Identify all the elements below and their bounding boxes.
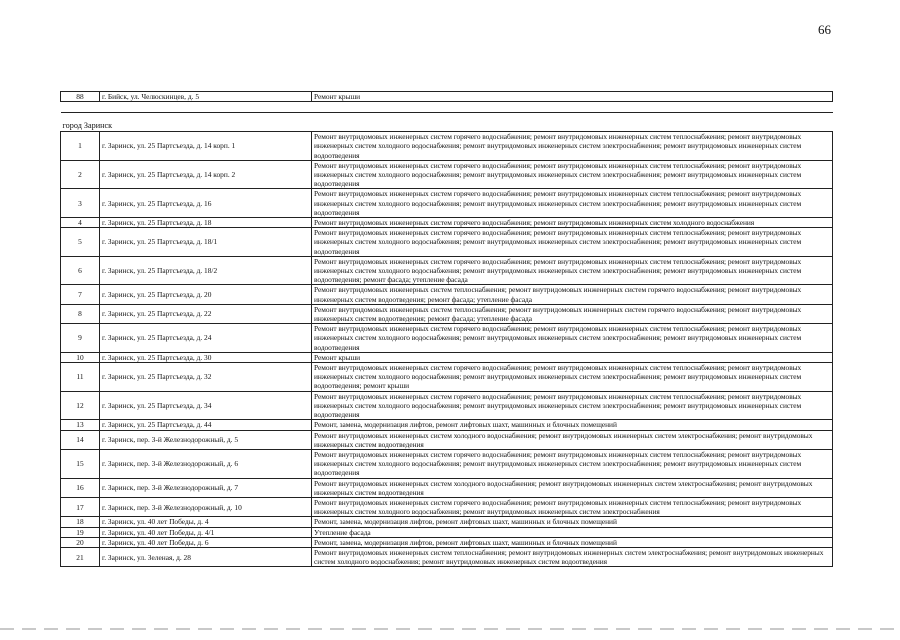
table-row <box>61 324 833 353</box>
row-number: 9 <box>61 324 100 353</box>
row-number: 5 <box>61 228 100 257</box>
table-row <box>61 285 833 304</box>
row-number: 88 <box>61 92 100 102</box>
row-number: 2 <box>61 160 100 189</box>
row-number: 21 <box>61 547 100 566</box>
table-row <box>61 430 833 449</box>
row-number: 18 <box>61 517 100 527</box>
row-number: 15 <box>61 449 100 478</box>
table-row <box>61 218 833 228</box>
row-number: 4 <box>61 218 100 228</box>
row-address: г. Заринск, ул. 25 Партсъезда, д. 30 <box>100 352 312 362</box>
section-header-group <box>61 102 833 132</box>
table-row <box>61 420 833 430</box>
row-works: Ремонт внутридомовых инженерных систем теплоснабжения; ремонт внутридомовых инженерных систем электроснабжения; ремонт внутридомовых инженерных систем холодного водоснабжения; ремонт внутридомовых инженерных систем водоотведения <box>312 547 833 566</box>
row-number: 20 <box>61 537 100 547</box>
table-row <box>61 537 833 547</box>
table-body-main <box>61 132 833 567</box>
row-works: Ремонт внутридомовых инженерных систем холодного водоснабжения; ремонт внутридомовых инженерных систем электроснабжения; ремонт внутридомовых инженерных систем водоотведения <box>312 478 833 497</box>
row-works: Ремонт, замена, модернизация лифтов, ремонт лифтовых шахт, машинных и блочных помещений <box>312 537 833 547</box>
row-number: 8 <box>61 304 100 323</box>
row-address: г. Заринск, ул. 25 Партсъезда, д. 22 <box>100 304 312 323</box>
row-works: Ремонт внутридомовых инженерных систем теплоснабжения; ремонт внутридомовых инженерных систем горячего водоснабжения; ремонт внутридомовых инженерных систем водоотведения; ремонт фасада; утепление фасада <box>312 304 833 323</box>
row-works: Ремонт внутридомовых инженерных систем теплоснабжения; ремонт внутридомовых инженерных систем горячего водоснабжения; ремонт внутридомовых инженерных систем водоотведения; ремонт фасада; утепление фасада <box>312 285 833 304</box>
table-row <box>61 228 833 257</box>
table-row <box>61 256 833 285</box>
table-row <box>61 517 833 527</box>
row-works: Ремонт внутридомовых инженерных систем горячего водоснабжения; ремонт внутридомовых инженерных систем теплоснабжения; ремонт внутридомовых инженерных систем холодного водоснабжения; ремонт внутридомовых инженерных систем электроснабжения; ремонт внутридомовых инженерных систем водоотведения; ремонт крыши <box>312 363 833 392</box>
row-address: г. Заринск, ул. 25 Партсъезда, д. 34 <box>100 391 312 420</box>
row-number: 16 <box>61 478 100 497</box>
row-address: г. Заринск, ул. 25 Партсъезда, д. 18/1 <box>100 228 312 257</box>
row-works: Ремонт внутридомовых инженерных систем горячего водоснабжения; ремонт внутридомовых инженерных систем теплоснабжения; ремонт внутридомовых инженерных систем холодного водоснабжения; ремонт внутридомовых инженерных систем электроснабжения; ремонт внутридомовых инженерных систем водоотведения <box>312 391 833 420</box>
row-works: Ремонт внутридомовых инженерных систем горячего водоснабжения; ремонт внутридомовых инженерных систем теплоснабжения; ремонт внутридомовых инженерных систем холодного водоснабжения; ремонт внутридомовых инженерных систем электроснабжения; ремонт внутридомовых инженерных систем водоотведения; ремонт фасада; утепление фасада <box>312 256 833 285</box>
section-title: город Заринск <box>61 113 833 132</box>
row-works: Ремонт внутридомовых инженерных систем горячего водоснабжения; ремонт внутридомовых инженерных систем теплоснабжения; ремонт внутридомовых инженерных систем холодного водоснабжения; ремонт внутридомовых инженерных систем электроснабжения; ремонт внутридомовых инженерных систем водоотведения <box>312 160 833 189</box>
table-body-top <box>61 92 833 102</box>
row-address: г. Заринск, ул. 25 Партсъезда, д. 20 <box>100 285 312 304</box>
scan-edge-artifact <box>0 628 900 630</box>
row-works: Утепление фасада <box>312 527 833 537</box>
row-number: 11 <box>61 363 100 392</box>
row-address: г. Заринск, ул. 25 Партсъезда, д. 18 <box>100 218 312 228</box>
row-address: г. Заринск, ул. 25 Партсъезда, д. 24 <box>100 324 312 353</box>
row-address: г. Заринск, пер. 3-й Железнодорожный, д. 5 <box>100 430 312 449</box>
row-address: г. Заринск, пер. 3-й Железнодорожный, д. 6 <box>100 449 312 478</box>
row-works: Ремонт, замена, модернизация лифтов, ремонт лифтовых шахт, машинных и блочных помещений <box>312 517 833 527</box>
table-row <box>61 363 833 392</box>
row-number: 17 <box>61 497 100 516</box>
table-row <box>61 352 833 362</box>
row-works: Ремонт внутридомовых инженерных систем горячего водоснабжения; ремонт внутридомовых инженерных систем теплоснабжения; ремонт внутридомовых инженерных систем холодного водоснабжения; ремонт внутридомовых инженерных систем электроснабжения; ремонт внутридомовых инженерных систем водоотведения <box>312 449 833 478</box>
table-row <box>61 497 833 516</box>
row-address: г. Заринск, ул. 25 Партсъезда, д. 14 корп. 1 <box>100 132 312 161</box>
table-row <box>61 449 833 478</box>
row-works: Ремонт внутридомовых инженерных систем горячего водоснабжения; ремонт внутридомовых инженерных систем теплоснабжения; ремонт внутридомовых инженерных систем холодного водоснабжения; ремонт внутридомовых инженерных систем электроснабжения; ремонт внутридомовых инженерных систем водоотведения <box>312 189 833 218</box>
row-address: г. Бийск, ул. Челюскинцев, д. 5 <box>100 92 312 102</box>
row-number: 6 <box>61 256 100 285</box>
row-works: Ремонт крыши <box>312 92 833 102</box>
row-works: Ремонт внутридомовых инженерных систем холодного водоснабжения; ремонт внутридомовых инженерных систем электроснабжения; ремонт внутридомовых инженерных систем водоотведения <box>312 430 833 449</box>
row-address: г. Заринск, ул. 25 Партсъезда, д. 16 <box>100 189 312 218</box>
row-address: г. Заринск, ул. 25 Партсъезда, д. 14 корп. 2 <box>100 160 312 189</box>
section-row <box>61 113 833 132</box>
row-address: г. Заринск, ул. 25 Партсъезда, д. 18/2 <box>100 256 312 285</box>
row-address: г. Заринск, ул. 25 Партсъезда, д. 32 <box>100 363 312 392</box>
table-row <box>61 160 833 189</box>
section-spacer <box>61 102 833 113</box>
row-address: г. Заринск, ул. 40 лет Победы, д. 6 <box>100 537 312 547</box>
row-number: 14 <box>61 430 100 449</box>
row-works: Ремонт крыши <box>312 352 833 362</box>
row-works: Ремонт внутридомовых инженерных систем горячего водоснабжения; ремонт внутридомовых инженерных систем теплоснабжения; ремонт внутридомовых инженерных систем холодного водоснабжения; ремонт внутридомовых инженерных систем электроснабжения; ремонт внутридомовых инженерных систем водоотведения <box>312 324 833 353</box>
row-address: г. Заринск, пер. 3-й Железнодорожный, д. 10 <box>100 497 312 516</box>
table-row <box>61 132 833 161</box>
row-number: 7 <box>61 285 100 304</box>
row-address: г. Заринск, ул. 40 лет Победы, д. 4/1 <box>100 527 312 537</box>
row-works: Ремонт внутридомовых инженерных систем горячего водоснабжения; ремонт внутридомовых инженерных систем холодного водоснабжения <box>312 218 833 228</box>
row-address: г. Заринск, ул. 40 лет Победы, д. 4 <box>100 517 312 527</box>
row-address: г. Заринск, ул. Зеленая, д. 28 <box>100 547 312 566</box>
row-number: 3 <box>61 189 100 218</box>
table-row <box>61 478 833 497</box>
row-works: Ремонт внутридомовых инженерных систем горячего водоснабжения; ремонт внутридомовых инженерных систем теплоснабжения; ремонт внутридомовых инженерных систем холодного водоснабжения; ремонт внутридомовых инженерных систем электроснабжения; ремонт внутридомовых инженерных систем водоотведения <box>312 228 833 257</box>
page-number: 66 <box>818 22 831 37</box>
table-row <box>61 304 833 323</box>
table-row <box>61 391 833 420</box>
row-number: 13 <box>61 420 100 430</box>
row-works: Ремонт, замена, модернизация лифтов, ремонт лифтовых шахт, машинных и блочных помещений <box>312 420 833 430</box>
table-row <box>61 547 833 566</box>
row-address: г. Заринск, ул. 25 Партсъезда, д. 44 <box>100 420 312 430</box>
table-row <box>61 189 833 218</box>
row-address: г. Заринск, пер. 3-й Железнодорожный, д. 7 <box>100 478 312 497</box>
row-works: Ремонт внутридомовых инженерных систем горячего водоснабжения; ремонт внутридомовых инженерных систем теплоснабжения; ремонт внутридомовых инженерных систем холодного водоснабжения; ремонт внутридомовых инженерных систем электроснабжения; ремонт внутридомовых инженерных систем водоотведения <box>312 132 833 161</box>
row-works: Ремонт внутридомовых инженерных систем горячего водоснабжения; ремонт внутридомовых инженерных систем теплоснабжения; ремонт внутридомовых инженерных систем холодного водоснабжения; ремонт внутридомовых инженерных систем электроснабжения <box>312 497 833 516</box>
row-number: 10 <box>61 352 100 362</box>
row-number: 19 <box>61 527 100 537</box>
repair-register-table <box>60 91 833 567</box>
table-row <box>61 527 833 537</box>
table-row <box>61 92 833 102</box>
row-number: 1 <box>61 132 100 161</box>
row-number: 12 <box>61 391 100 420</box>
